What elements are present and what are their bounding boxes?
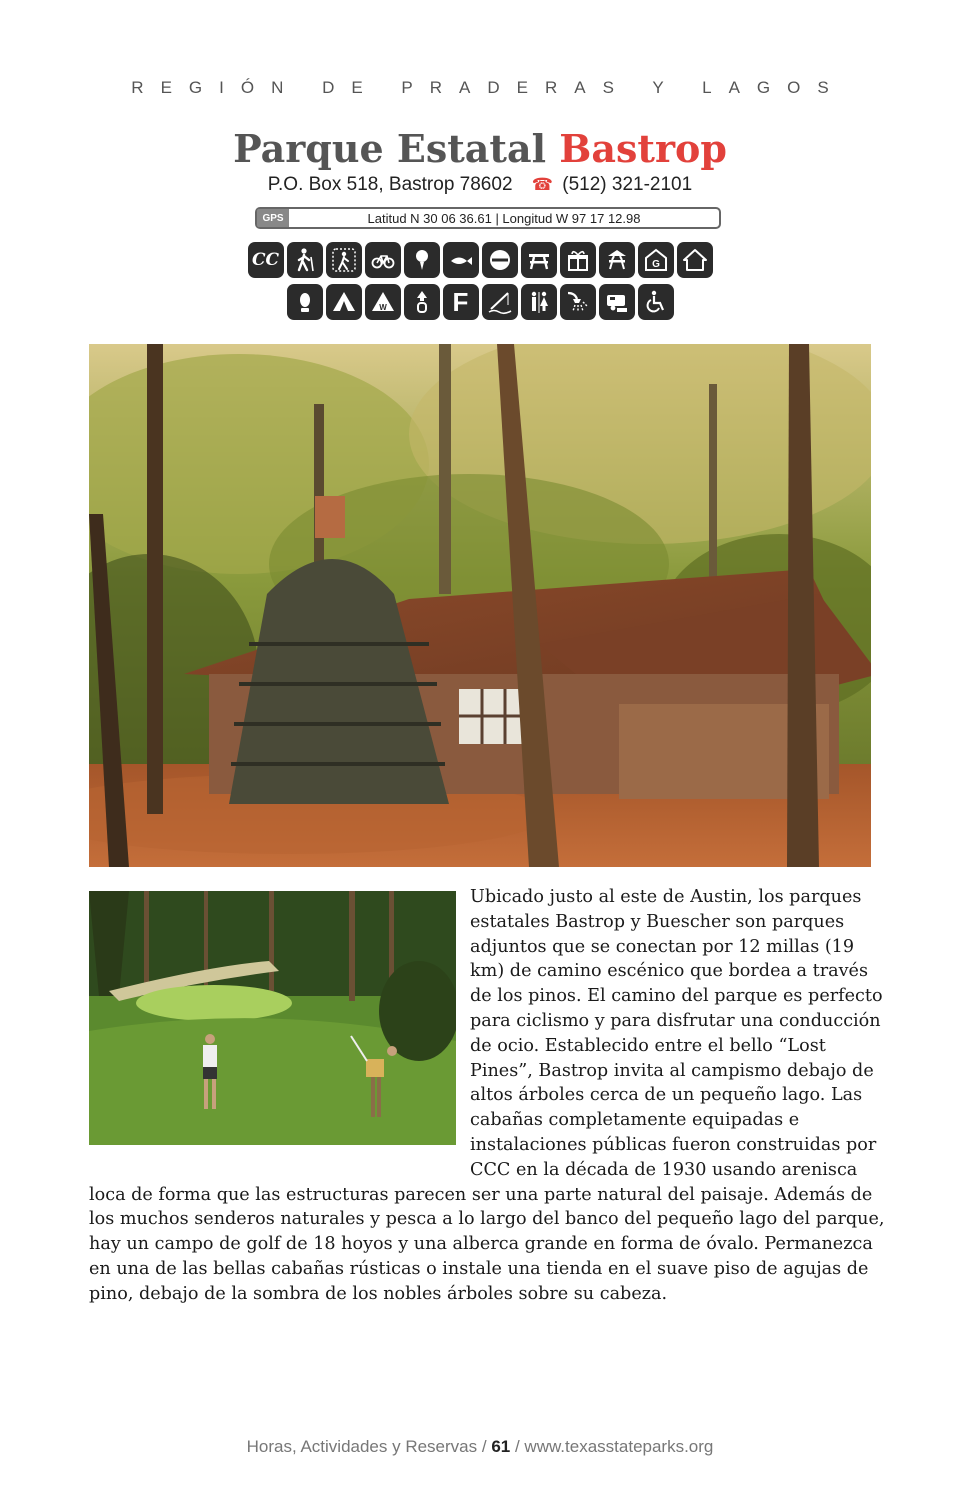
biking-icon (365, 242, 401, 278)
postal-address: P.O. Box 518, Bastrop 78602 (267, 174, 513, 195)
region-heading: REGIÓN DE PRADERAS Y LAGOS (131, 78, 846, 97)
svg-text:G: G (651, 259, 660, 270)
geocache-icon (287, 284, 323, 320)
restroom-icon (521, 284, 557, 320)
group-facility-icon (638, 242, 674, 278)
picnic-table-icon (521, 242, 557, 278)
swimming-icon (482, 242, 518, 278)
title-prefix: Parque Estatal (233, 126, 547, 171)
phone-number: (512) 321-2101 (562, 174, 693, 195)
ccc-icon: CC (248, 242, 284, 278)
group-picnic-icon (599, 242, 635, 278)
amenity-icons-row-2 (0, 284, 960, 320)
page-title (0, 126, 960, 171)
hiking-icon (287, 242, 323, 278)
trailer-dump-icon (599, 284, 635, 320)
footer (0, 1437, 960, 1457)
accessible-icon (638, 284, 674, 320)
fishing-icon (443, 242, 479, 278)
contact-line (0, 174, 960, 196)
cabin-photo (89, 344, 871, 867)
gps-tag: GPS (257, 209, 289, 227)
golf-icon (404, 242, 440, 278)
cabin-icon (677, 242, 713, 278)
gps-coordinates: Latitud N 30 06 36.61 | Longitud W 97 17 12.98 (367, 210, 641, 226)
nature-trail-icon (326, 242, 362, 278)
park-description (89, 885, 889, 1307)
description-paragraph: Ubicado justo al este de Austin, los parques estatales Bastrop y Buescher son parques adjuntos que se conectan por 12 millas (19 km) de camino escénico que bordea a través de los pinos. El camino del parque es perfecto para ciclismo y para disfrutar una conducción de ocio. Establecido entre el bello “Lost Pines”, Bastrop invita al campismo debajo de altos árboles cerca de un pequeño lago. Las cabañas completamente equipadas e instalaciones públicas fueron construidas por CCC en la década de 1930 usando arenisca loca de forma que las estructuras parecen ser una parte natural del paisaje. Además de los muchos senderos naturales y pesca a lo largo del banco del pequeño lago del parque, hay un campo de golf de 18 hoyos y una alberca grande en forma de óvalo. Permanezca en una de las bellas cabañas rústicas o instale una tienda en el suave piso de agujas de pino, debajo de la sombra de los nobles árboles sobre su cabeza. (89, 887, 885, 1304)
amenity-icons-row-1 (0, 242, 960, 278)
fishing-pier-icon: F (443, 284, 479, 320)
footer-website: / www.texasstateparks.org (514, 1437, 714, 1456)
photo-spacer (89, 885, 470, 1159)
page-number: 61 (491, 1437, 511, 1456)
phone-icon: ☎ (531, 175, 553, 194)
firewood-icon (404, 284, 440, 320)
fishing-rod-icon (482, 284, 518, 320)
water-campsite-icon (365, 284, 401, 320)
gift-shop-icon (560, 242, 596, 278)
campsite-icon (326, 284, 362, 320)
gps-box (255, 207, 721, 229)
shower-icon (560, 284, 596, 320)
footer-label: Horas, Actividades y Reservas / (246, 1437, 487, 1456)
svg-text:W: W (378, 303, 387, 312)
title-accent: Bastrop (559, 126, 727, 171)
